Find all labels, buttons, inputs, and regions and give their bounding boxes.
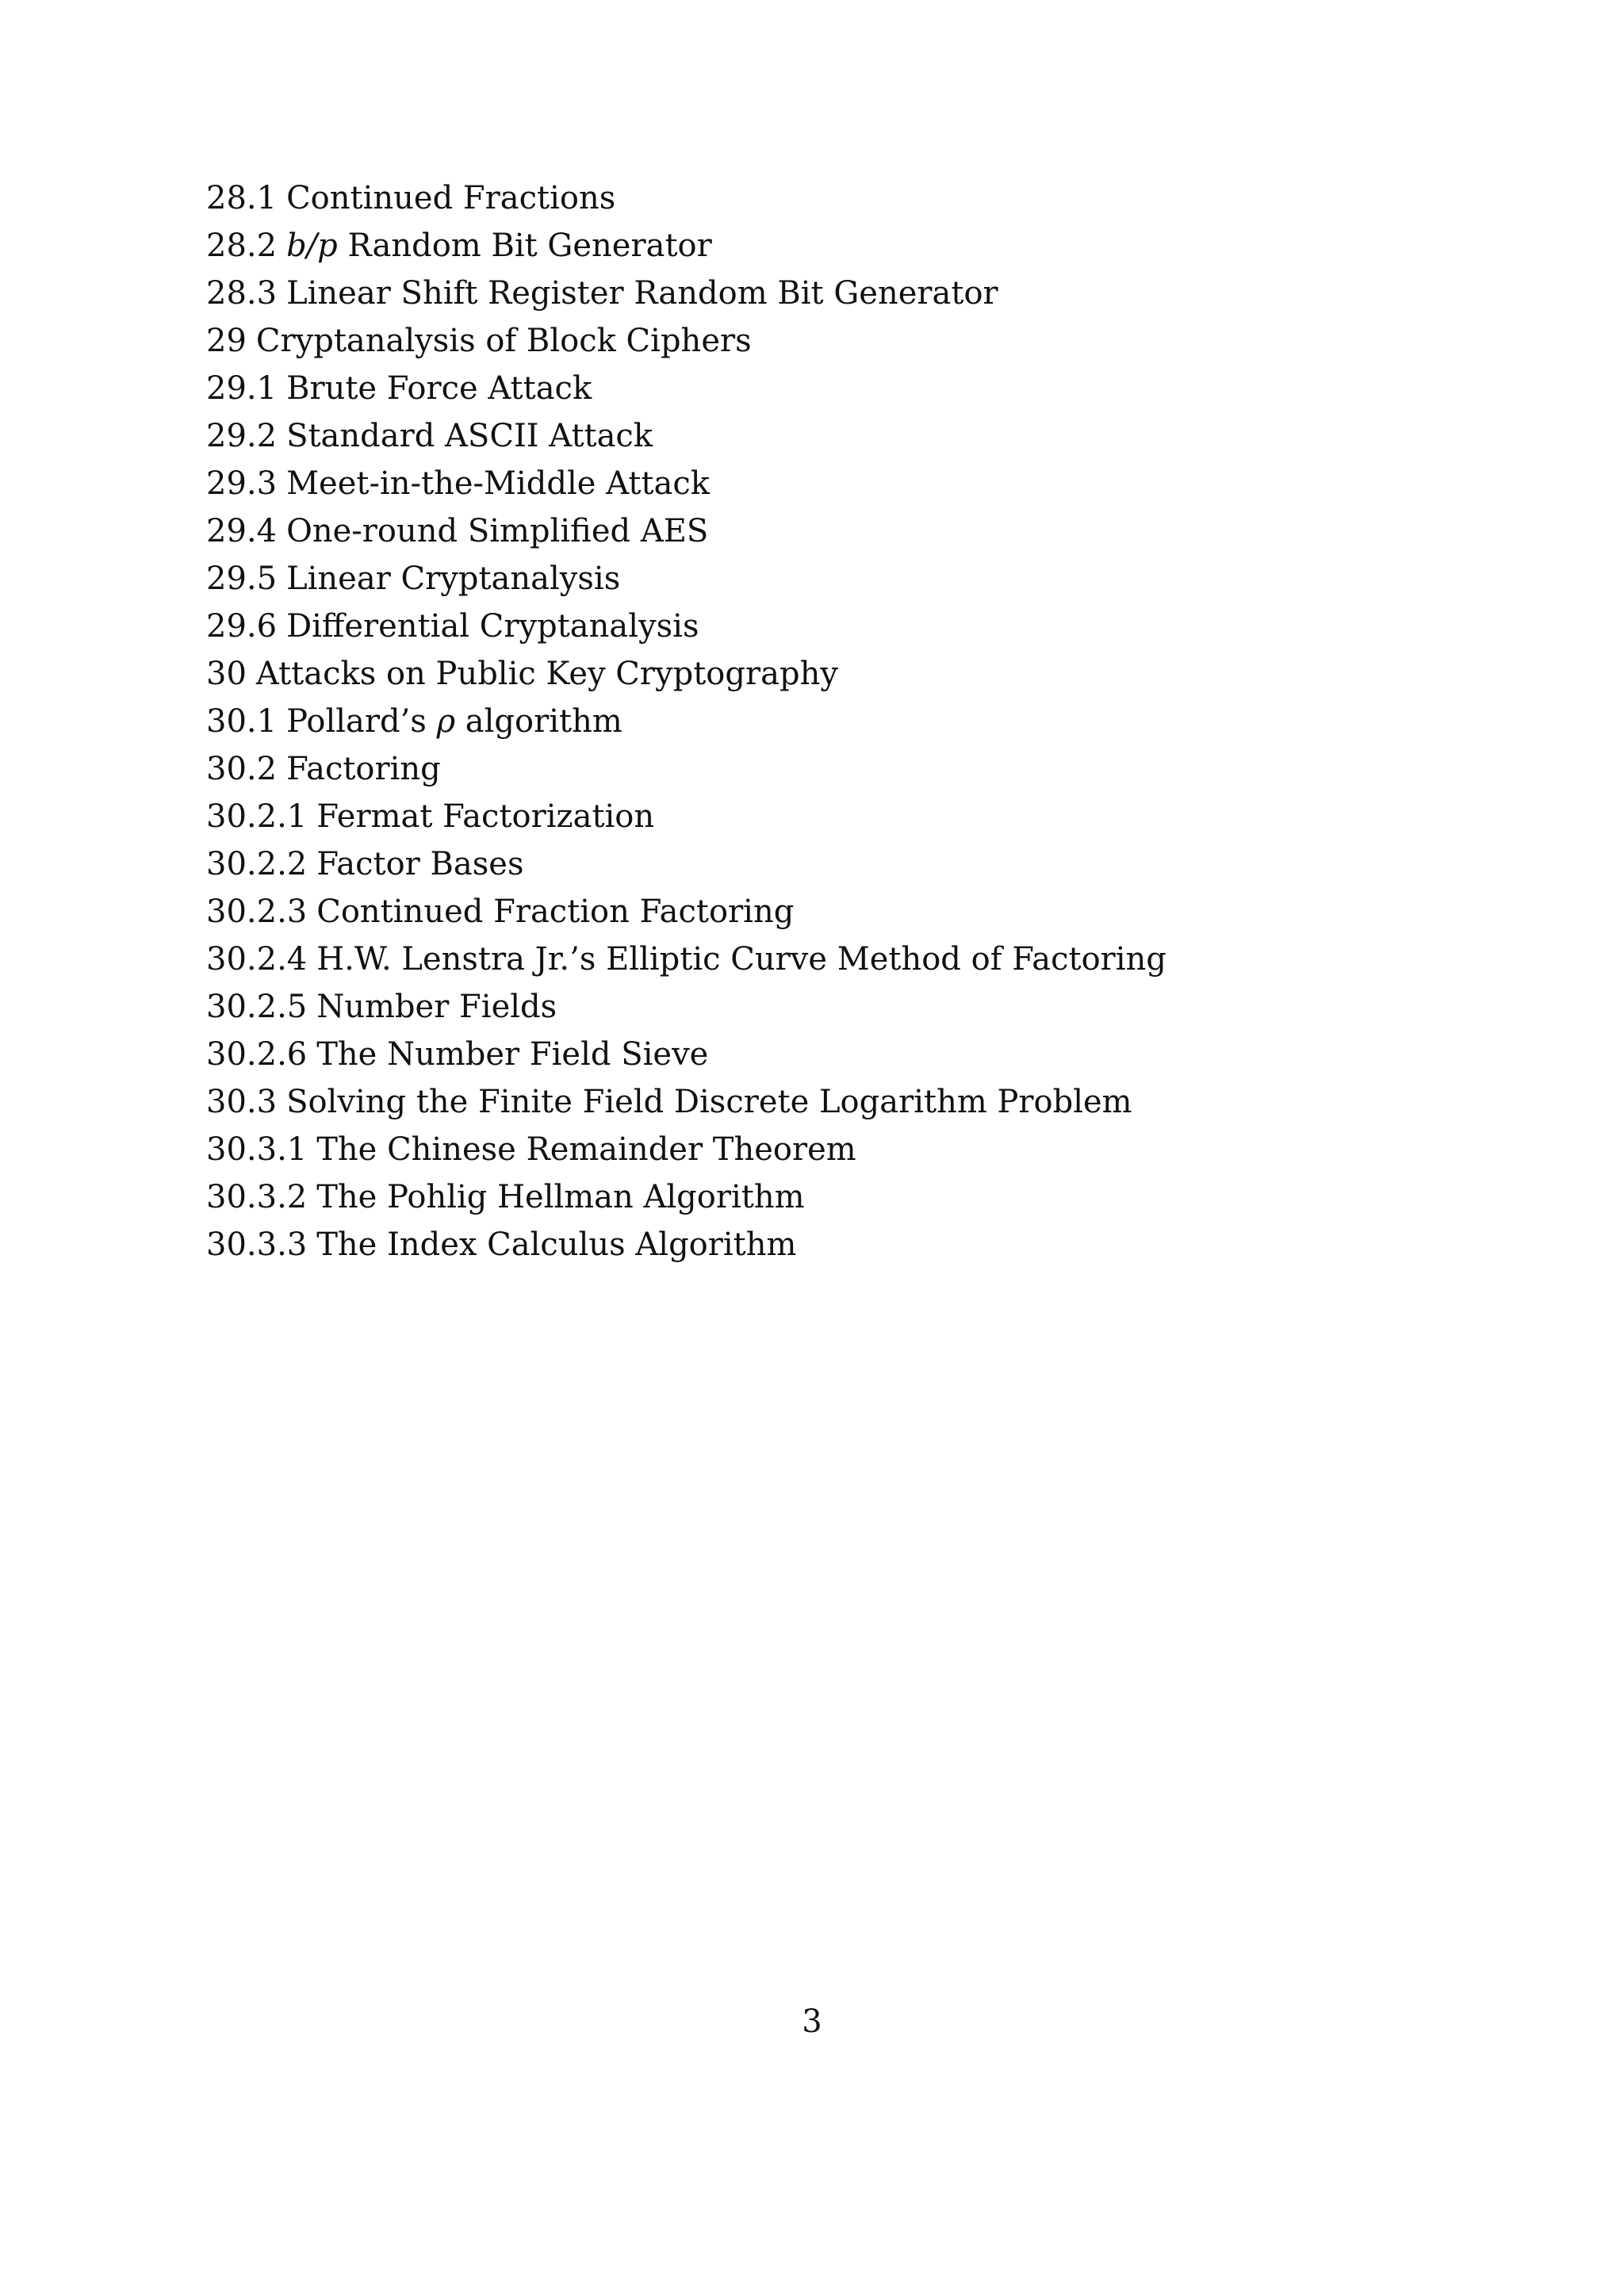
toc-entry: [206, 650, 1396, 698]
toc-entry: [206, 888, 1396, 936]
toc-entry-number: 30.2.5: [206, 989, 308, 1025]
toc-entry-number: 29.2: [206, 418, 278, 454]
toc-entry: [206, 840, 1396, 888]
toc-entry-title: The Chinese Remainder Theorem: [316, 1131, 856, 1168]
toc-entry-title: [286, 703, 622, 740]
toc-entry-number: 28.2: [206, 228, 278, 264]
toc-entry: [206, 793, 1396, 840]
toc-entry-number: 30.3: [206, 1084, 278, 1120]
toc-entry: [206, 983, 1396, 1031]
toc-entry-number: 30: [206, 656, 247, 692]
toc-entry-title: H.W. Lenstra Jr.’s Elliptic Curve Method of Factoring: [316, 941, 1166, 978]
toc-entry: [206, 1126, 1396, 1173]
toc-entry: [206, 460, 1396, 507]
toc-entry-title: Cryptanalysis of Block Ciphers: [255, 323, 752, 359]
toc-entry-title: [286, 228, 712, 264]
toc-entry: [206, 1078, 1396, 1126]
toc-entry: [206, 317, 1396, 365]
toc-entry-title-text: Random Bit Generator: [337, 228, 712, 264]
toc-entry-title-text: Pollard’s: [286, 703, 437, 740]
toc-entry-number: 30.2.4: [206, 941, 308, 978]
toc-entry-number: 28.3: [206, 275, 278, 312]
toc-entry: [206, 1031, 1396, 1078]
toc-entry: [206, 412, 1396, 460]
toc-entry-number: 30.3.1: [206, 1131, 308, 1168]
toc-entry-title: Continued Fraction Factoring: [316, 894, 795, 930]
toc-entry-title: Factoring: [286, 751, 441, 787]
toc-entry-title: Standard ASCII Attack: [286, 418, 653, 454]
page-number: 3: [802, 2003, 822, 2040]
toc-entry-title: Linear Shift Register Random Bit Generator: [286, 275, 998, 312]
toc-entry-title: The Number Field Sieve: [316, 1036, 709, 1073]
toc-entry-title: Number Fields: [316, 989, 557, 1025]
math-symbol: ρ: [436, 703, 456, 740]
toc-entry: [206, 222, 1396, 270]
toc-entry-title: Linear Cryptanalysis: [286, 561, 621, 597]
toc-entry-title: Differential Cryptanalysis: [286, 608, 699, 645]
toc-entry-number: 29.6: [206, 608, 278, 645]
toc-entry-title: Solving the Finite Field Discrete Logarithm Problem: [286, 1084, 1132, 1120]
toc-entry: [206, 270, 1396, 317]
toc-entry-number: 28.1: [206, 180, 278, 216]
toc-entry: [206, 698, 1396, 745]
toc-entry-number: 30.2.6: [206, 1036, 308, 1073]
toc-entry-number: 29.4: [206, 513, 278, 549]
toc-entry-number: 30.2.2: [206, 846, 308, 882]
toc-entry-number: 30.3.3: [206, 1226, 308, 1263]
toc-entry: [206, 745, 1396, 793]
toc-entry: [206, 1173, 1396, 1221]
toc-entry: [206, 936, 1396, 983]
toc-entry-number: 29: [206, 323, 247, 359]
table-of-contents: [206, 174, 1396, 1269]
toc-entry: [206, 507, 1396, 555]
toc-entry-number: 29.3: [206, 465, 278, 502]
toc-entry: [206, 603, 1396, 650]
toc-entry-title: Meet-in-the-Middle Attack: [286, 465, 710, 502]
toc-entry-title: Continued Fractions: [286, 180, 616, 216]
toc-entry: [206, 365, 1396, 412]
toc-entry: [206, 174, 1396, 222]
toc-entry-title: One-round Simplified AES: [286, 513, 709, 549]
toc-entry-number: 30.2.1: [206, 798, 308, 835]
math-symbol: b/p: [286, 228, 338, 264]
toc-entry-number: 30.2.3: [206, 894, 308, 930]
toc-entry-title: The Pohlig Hellman Algorithm: [316, 1179, 805, 1215]
toc-entry-number: 30.3.2: [206, 1179, 308, 1215]
toc-entry: [206, 1221, 1396, 1269]
toc-entry-number: 29.5: [206, 561, 278, 597]
toc-entry: [206, 555, 1396, 603]
toc-entry-title: Brute Force Attack: [286, 370, 592, 407]
toc-entry-number: 29.1: [206, 370, 278, 407]
toc-entry-title: Fermat Factorization: [316, 798, 655, 835]
toc-entry-title-text: algorithm: [455, 703, 622, 740]
toc-entry-title: Factor Bases: [316, 846, 524, 882]
toc-entry-title: The Index Calculus Algorithm: [316, 1226, 797, 1263]
toc-entry-number: 30.2: [206, 751, 278, 787]
toc-entry-title: Attacks on Public Key Cryptography: [255, 656, 838, 692]
toc-entry-number: 30.1: [206, 703, 278, 740]
